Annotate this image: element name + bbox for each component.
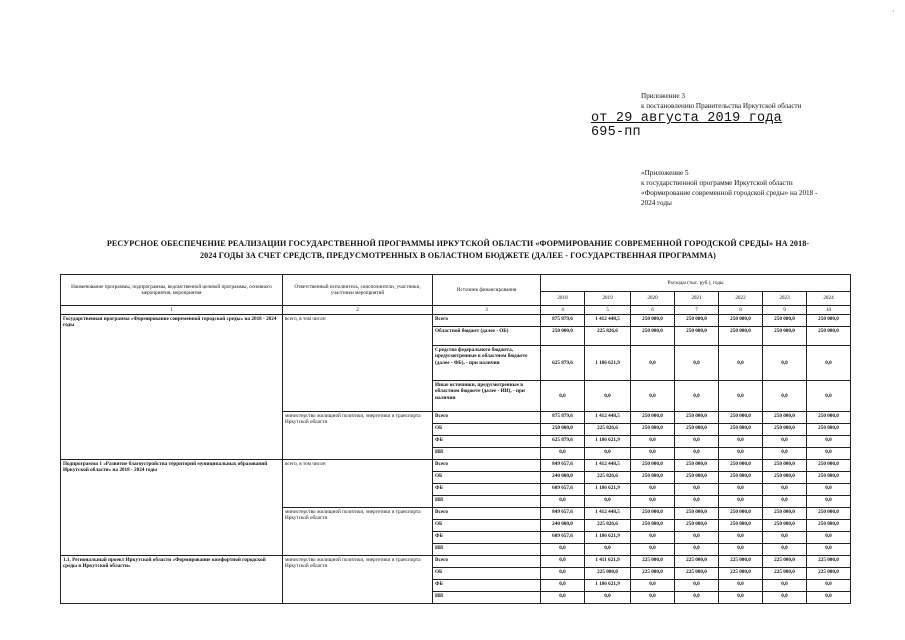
value-cell: 250 000,0 (719, 315, 763, 327)
source-cell: ИИ (433, 544, 541, 556)
value-cell: 250 000,0 (631, 412, 675, 424)
value-cell: 250 000,0 (719, 327, 763, 346)
value-cell: 225 826,6 (585, 472, 631, 484)
value-cell: 250 000,0 (675, 424, 719, 436)
value-cell: 0,0 (807, 592, 851, 604)
value-cell: 0,0 (631, 544, 675, 556)
value-cell: 0,0 (763, 346, 807, 381)
value-cell: 0,0 (631, 381, 675, 412)
executor-cell: всего, в том числе: (283, 315, 433, 412)
value-cell: 0,0 (631, 436, 675, 448)
value-cell: 609 657,6 (541, 484, 585, 496)
value-cell: 0,0 (675, 346, 719, 381)
value-cell: 0,0 (631, 484, 675, 496)
value-cell: 250 000,0 (719, 508, 763, 520)
value-cell: 1 186 621,9 (585, 346, 631, 381)
document-title (58, 238, 858, 262)
value-cell: 0,0 (585, 544, 631, 556)
source-cell: ФБ (433, 580, 541, 592)
value-cell: 0,0 (675, 544, 719, 556)
value-cell: 1 186 621,9 (585, 532, 631, 544)
value-cell: 0,0 (541, 556, 585, 568)
program-name-cell: 1.1. Региональный проект Иркутской области «Формирование комфортной городской среды в Иркутской области» (61, 556, 283, 604)
value-cell: 0,0 (719, 436, 763, 448)
value-cell: 250 000,0 (675, 315, 719, 327)
value-cell: 0,0 (763, 484, 807, 496)
value-cell: 1 412 448,5 (585, 460, 631, 472)
header-name: Наименование программы, подпрограммы, ведомственной целевой программы, основного мероприятия, мероприятия (61, 275, 283, 306)
value-cell: 0,0 (675, 496, 719, 508)
title-line-1: РЕСУРСНОЕ ОБЕСПЕЧЕНИЕ РЕАЛИЗАЦИИ ГОСУДАРСТВЕННОЙ ПРОГРАММЫ ИРКУТСКОЙ ОБЛАСТИ «ФОРМИРОВАНИЕ СОВРЕМЕННОЙ ГОРОДСКОЙ СРЕДЫ» НА 2018- (106, 239, 810, 248)
value-cell: 225 000,0 (631, 568, 675, 580)
column-number-row (61, 306, 851, 315)
value-cell: 250 000,0 (763, 327, 807, 346)
value-cell: 250 000,0 (807, 412, 851, 424)
value-cell: 0,0 (585, 496, 631, 508)
value-cell: 0,0 (763, 580, 807, 592)
value-cell: 0,0 (807, 532, 851, 544)
source-cell: Всего (433, 460, 541, 472)
value-cell: 250 000,0 (631, 424, 675, 436)
value-cell: 250 000,0 (763, 315, 807, 327)
value-cell: 225 000,0 (585, 568, 631, 580)
value-cell: 250 000,0 (763, 508, 807, 520)
value-cell: 250 000,0 (675, 520, 719, 532)
value-cell: 250 000,0 (807, 508, 851, 520)
source-cell: ИИ (433, 496, 541, 508)
value-cell: 0,0 (675, 381, 719, 412)
value-cell: 0,0 (631, 346, 675, 381)
value-cell: 225 000,0 (631, 556, 675, 568)
appendix-line-1: Приложение 3 (641, 92, 685, 100)
value-cell: 0,0 (763, 448, 807, 460)
header-executor: Ответственный исполнитель, соисполнители, участники, участники мероприятий (283, 275, 433, 306)
corner-mark: · (892, 6, 895, 16)
value-cell: 0,0 (541, 448, 585, 460)
value-cell: 225 826,6 (585, 520, 631, 532)
value-cell: 625 879,6 (541, 436, 585, 448)
appendix-line-2: к постановлению Правительства Иркутской области (641, 102, 802, 110)
value-cell: 0,0 (807, 436, 851, 448)
value-cell: 0,0 (675, 484, 719, 496)
value-cell: 0,0 (541, 381, 585, 412)
value-cell: 250 000,0 (763, 412, 807, 424)
source-cell: ФБ (433, 436, 541, 448)
value-cell: 225 000,0 (719, 568, 763, 580)
value-cell: 250 000,0 (541, 327, 585, 346)
column-number: 8 (719, 306, 763, 315)
value-cell: 250 000,0 (763, 424, 807, 436)
value-cell: 0,0 (807, 448, 851, 460)
value-cell: 240 000,0 (541, 520, 585, 532)
value-cell: 250 000,0 (675, 327, 719, 346)
program-name-cell: Подпрограмма 1 «Развитие благоустройства территорий муниципальных образований Иркутской области» на 2018 - 2024 годы (61, 460, 283, 556)
value-cell: 225 000,0 (675, 568, 719, 580)
value-cell: 0,0 (807, 484, 851, 496)
column-number: 7 (675, 306, 719, 315)
source-cell: ФБ (433, 484, 541, 496)
value-cell: 0,0 (585, 381, 631, 412)
source-cell: ОБ (433, 472, 541, 484)
source-cell: ИИ (433, 592, 541, 604)
program-name-cell: Государственная программа «Формирование современной городской среды» на 2018 - 2024 годы (61, 315, 283, 460)
value-cell: 0,0 (719, 346, 763, 381)
value-cell: 0,0 (631, 592, 675, 604)
value-cell: 0,0 (585, 592, 631, 604)
source-cell: Всего (433, 412, 541, 424)
table-row (61, 460, 851, 472)
value-cell: 225 826,6 (585, 327, 631, 346)
value-cell: 0,0 (763, 496, 807, 508)
executor-cell: министерство жилищной политики, энергетики и транспорта Иркутской области (283, 412, 433, 460)
value-cell: 1 186 621,9 (585, 484, 631, 496)
value-cell: 250 000,0 (807, 315, 851, 327)
source-cell: Иные источники, предусмотренные в областном бюджете (далее - ИИ), - при наличии (433, 381, 541, 412)
header-expenses: Расходы (тыс. руб.), годы (541, 275, 851, 292)
value-cell: 0,0 (719, 544, 763, 556)
value-cell: 0,0 (675, 436, 719, 448)
value-cell: 1 186 621,9 (585, 436, 631, 448)
value-cell: 250 000,0 (719, 472, 763, 484)
source-cell: Всего (433, 315, 541, 327)
value-cell: 0,0 (807, 496, 851, 508)
column-number: 1 (61, 306, 283, 315)
value-cell: 225 000,0 (719, 556, 763, 568)
value-cell: 0,0 (585, 448, 631, 460)
value-cell: 0,0 (719, 448, 763, 460)
header-year: 2021 (675, 292, 719, 306)
value-cell: 250 000,0 (631, 508, 675, 520)
executor-cell: министерство жилищной политики, энергетики и транспорта Иркутской области (283, 556, 433, 604)
header-row-1 (61, 275, 851, 292)
value-cell: 0,0 (719, 484, 763, 496)
value-cell: 0,0 (541, 568, 585, 580)
source-cell: ФБ (433, 532, 541, 544)
reference-line-3: «Формирование современной городской среды» на 2018 - (641, 189, 818, 197)
source-cell: Всего (433, 508, 541, 520)
value-cell: 0,0 (631, 496, 675, 508)
column-number: 5 (585, 306, 631, 315)
value-cell: 1 412 448,5 (585, 412, 631, 424)
column-number: 2 (283, 306, 433, 315)
source-cell: Всего (433, 556, 541, 568)
value-cell: 225 000,0 (763, 556, 807, 568)
value-cell: 0,0 (763, 381, 807, 412)
value-cell: 0,0 (675, 448, 719, 460)
value-cell: 225 000,0 (763, 568, 807, 580)
source-cell: ОБ (433, 424, 541, 436)
value-cell: 0,0 (675, 532, 719, 544)
source-cell: Средства федерального бюджета, предусмотренные в областном бюджете (далее - ФБ), - при наличии (433, 346, 541, 381)
value-cell: 875 879,6 (541, 412, 585, 424)
value-cell: 0,0 (631, 532, 675, 544)
value-cell: 250 000,0 (719, 520, 763, 532)
value-cell: 0,0 (541, 580, 585, 592)
value-cell: 240 000,0 (541, 472, 585, 484)
source-cell: ОБ (433, 568, 541, 580)
value-cell: 0,0 (675, 592, 719, 604)
value-cell: 625 879,6 (541, 346, 585, 381)
reference-header (641, 168, 871, 208)
value-cell: 0,0 (719, 496, 763, 508)
value-cell: 250 000,0 (631, 315, 675, 327)
value-cell: 250 000,0 (675, 472, 719, 484)
column-number: 6 (631, 306, 675, 315)
source-cell: ИИ (433, 448, 541, 460)
value-cell: 0,0 (807, 381, 851, 412)
column-number: 9 (763, 306, 807, 315)
value-cell: 225 000,0 (807, 556, 851, 568)
value-cell: 250 000,0 (631, 472, 675, 484)
executor-cell: министерство жилищной политики, энергетики и транспорта Иркутской области (283, 508, 433, 556)
header-source: Источник финансирования (433, 275, 541, 306)
value-cell: 0,0 (719, 381, 763, 412)
value-cell: 1 411 621,9 (585, 556, 631, 568)
value-cell: 0,0 (719, 592, 763, 604)
reference-line-4: 2024 годы (641, 199, 672, 207)
resolution-stamp (591, 112, 782, 140)
header-year: 2023 (763, 292, 807, 306)
value-cell: 250 000,0 (719, 412, 763, 424)
title-line-2: 2024 ГОДЫ ЗА СЧЕТ СРЕДСТВ, ПРЕДУСМОТРЕННЫХ В ОБЛАСТНОМ БЮДЖЕТЕ (ДАЛЕЕ - ГОСУДАРСТВЕННАЯ ПРОГРАММА) (200, 251, 716, 260)
value-cell: 0,0 (675, 580, 719, 592)
value-cell: 250 000,0 (807, 327, 851, 346)
value-cell: 0,0 (631, 580, 675, 592)
value-cell: 0,0 (763, 592, 807, 604)
header-year: 2019 (585, 292, 631, 306)
column-number: 3 (433, 306, 541, 315)
value-cell: 250 000,0 (763, 472, 807, 484)
value-cell: 609 657,6 (541, 532, 585, 544)
value-cell: 250 000,0 (719, 424, 763, 436)
value-cell: 0,0 (719, 532, 763, 544)
table-row (61, 556, 851, 568)
executor-cell: всего, в том числе: (283, 460, 433, 508)
value-cell: 250 000,0 (675, 508, 719, 520)
value-cell: 225 826,6 (585, 424, 631, 436)
value-cell: 250 000,0 (763, 520, 807, 532)
resolution-date: от 29 августа 2019 года (591, 111, 782, 126)
value-cell: 849 657,6 (541, 508, 585, 520)
value-cell: 250 000,0 (807, 460, 851, 472)
value-cell: 0,0 (807, 544, 851, 556)
value-cell: 250 000,0 (719, 460, 763, 472)
value-cell: 0,0 (541, 544, 585, 556)
header-year: 2022 (719, 292, 763, 306)
source-cell: ОБ (433, 520, 541, 532)
value-cell: 0,0 (807, 580, 851, 592)
value-cell: 250 000,0 (631, 520, 675, 532)
header-year: 2018 (541, 292, 585, 306)
resource-table (60, 274, 851, 604)
value-cell: 250 000,0 (807, 472, 851, 484)
value-cell: 225 000,0 (675, 556, 719, 568)
column-number: 10 (807, 306, 851, 315)
value-cell: 250 000,0 (763, 460, 807, 472)
table-row (61, 315, 851, 327)
value-cell: 0,0 (763, 544, 807, 556)
value-cell: 0,0 (631, 448, 675, 460)
resolution-number: 695-пп (591, 125, 641, 140)
value-cell: 250 000,0 (675, 460, 719, 472)
value-cell: 0,0 (541, 496, 585, 508)
value-cell: 0,0 (541, 592, 585, 604)
header-year: 2020 (631, 292, 675, 306)
value-cell: 1 412 448,5 (585, 315, 631, 327)
column-number: 4 (541, 306, 585, 315)
value-cell: 0,0 (807, 346, 851, 381)
value-cell: 0,0 (763, 436, 807, 448)
reference-line-1: «Приложение 5 (641, 169, 689, 177)
value-cell: 0,0 (719, 580, 763, 592)
value-cell: 250 000,0 (631, 460, 675, 472)
header-year: 2024 (807, 292, 851, 306)
value-cell: 250 000,0 (631, 327, 675, 346)
value-cell: 250 000,0 (675, 412, 719, 424)
table-body (61, 315, 851, 604)
value-cell: 0,0 (763, 532, 807, 544)
value-cell: 250 000,0 (807, 520, 851, 532)
appendix-header (641, 91, 881, 111)
value-cell: 225 000,0 (807, 568, 851, 580)
value-cell: 250 000,0 (541, 424, 585, 436)
value-cell: 875 879,6 (541, 315, 585, 327)
reference-line-2: к государственной программе Иркутской области (641, 179, 793, 187)
source-cell: Областной бюджет (далее - ОБ) (433, 327, 541, 346)
value-cell: 250 000,0 (807, 424, 851, 436)
value-cell: 849 657,6 (541, 460, 585, 472)
value-cell: 1 412 448,5 (585, 508, 631, 520)
value-cell: 1 186 621,9 (585, 580, 631, 592)
